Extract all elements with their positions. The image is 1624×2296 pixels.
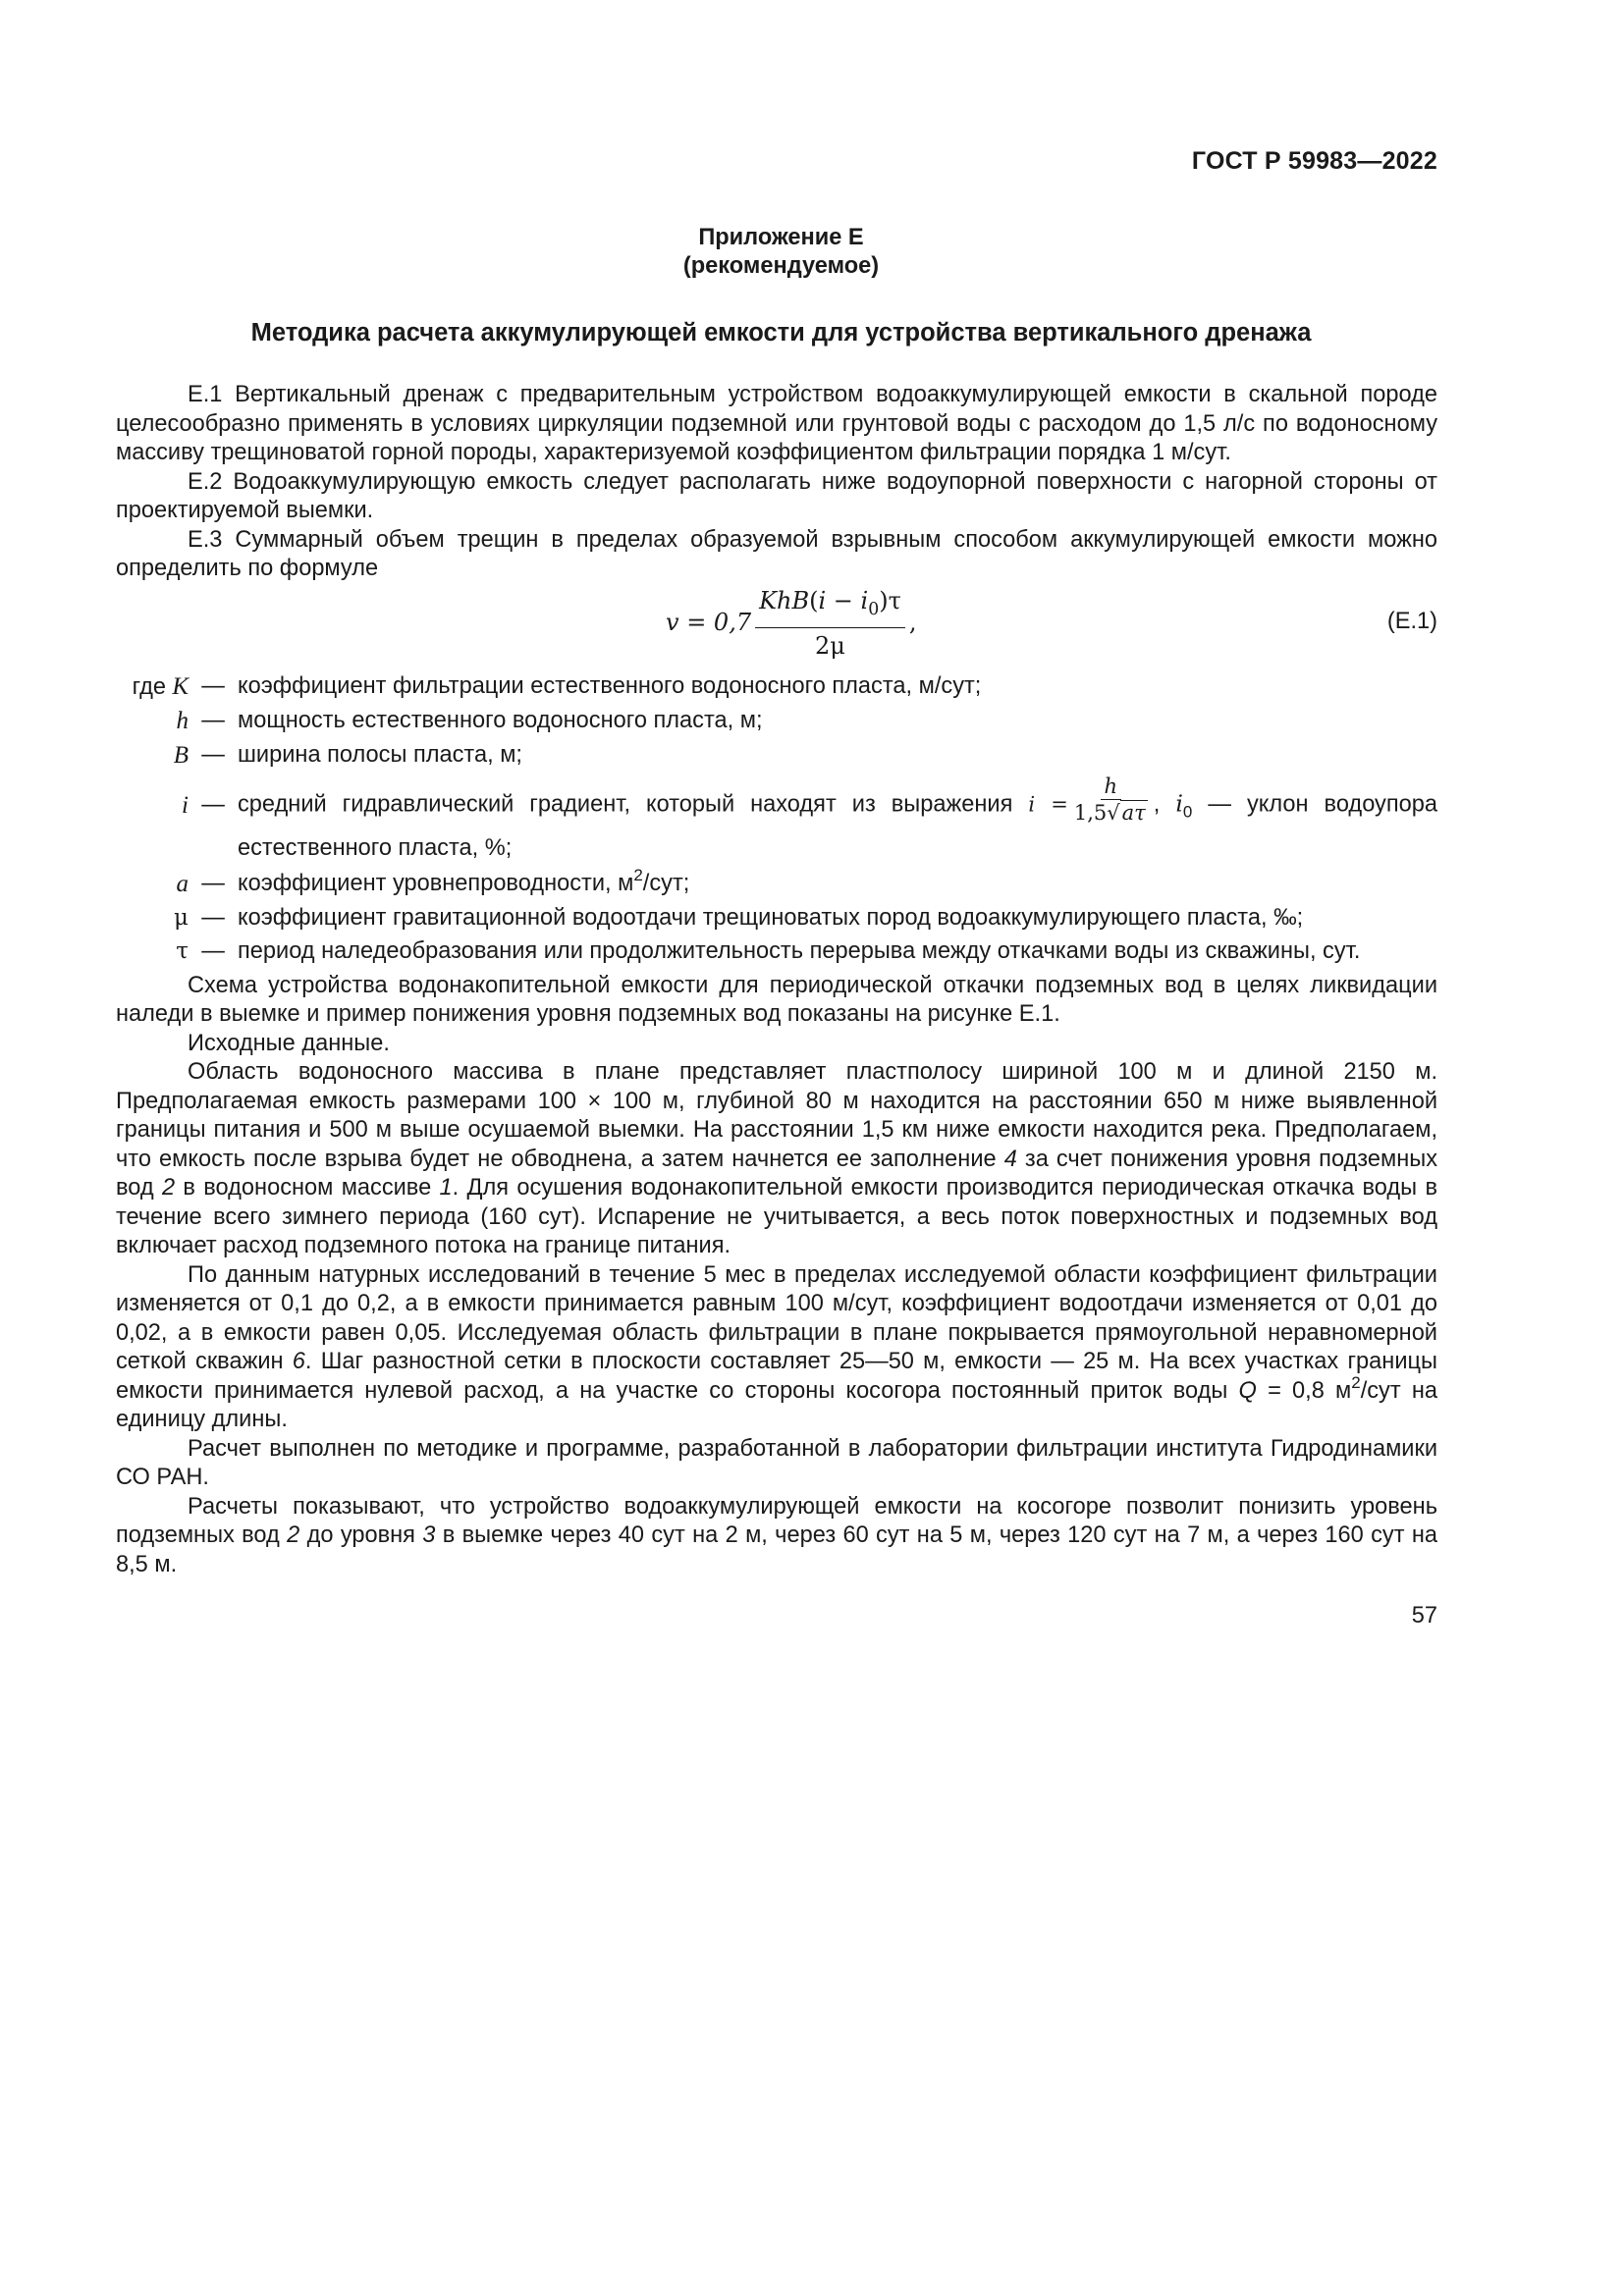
def-dash: —	[201, 672, 225, 699]
definition-i	[116, 774, 1437, 865]
formula-paren-open: (	[809, 586, 819, 614]
p3-text-b: за счет понижения уровня подземных вод	[116, 1146, 1437, 1201]
p4-symbol-q: Q	[1238, 1377, 1257, 1404]
symbol-mu: μ	[174, 904, 189, 931]
paragraph-initial-data: Исходные данные.	[188, 1030, 390, 1056]
p4-text-d: /сут на единицу длины.	[116, 1377, 1437, 1432]
appendix-title: Приложение Е	[698, 225, 864, 250]
definition-mu-text: коэффициент гравитационной водоотдачи трещиноватых пород водоаккумулирующего пласта, ‰;	[238, 904, 1304, 931]
gradient-expr-lhs: i =	[1028, 792, 1068, 817]
p6-text-a: Расчеты показывают, что устройство водоаккумулирующей емкости на косогоре позволит понизить уровень подземных вод	[116, 1493, 1437, 1548]
page-number: 57	[1411, 1603, 1437, 1629]
def-dash: —	[201, 741, 225, 768]
formula-e1	[116, 586, 1437, 665]
paragraph-method: Расчет выполнен по методике и программе, разработанной в лаборатории фильтрации института Гидродинамики СО РАН.	[116, 1435, 1437, 1490]
symbol-b: B	[173, 741, 189, 769]
paragraph-area	[116, 1058, 1437, 1261]
paragraph-field-data	[116, 1261, 1437, 1435]
definition-tau	[116, 937, 1437, 967]
paragraph-e3: Е.3 Суммарный объем трещин в пределах образуемой взрывным способом аккумулирующей емкости можно определить по формуле	[116, 526, 1437, 581]
definition-a-text	[238, 865, 1437, 899]
symbol-h: h	[176, 708, 189, 734]
paragraph-e2: Е.2 Водоаккумулирующую емкость следует располагать ниже водоупорной поверхности с нагорной стороны от проектируемой выемки.	[116, 468, 1437, 523]
definition-h-text: мощность естественного водоносного пласта, м;	[238, 708, 763, 733]
definition-a-text-pre: коэффициент уровнепроводности, м	[238, 871, 634, 896]
paragraph-scheme: Схема устройства водонакопительной емкости для периодической откачки подземных вод в целях ликвидации наледи в выемке и пример понижения уровня подземных вод показаны на рисунке Е.1.	[116, 972, 1437, 1027]
p3-text-c: в водоносном массиве	[175, 1175, 440, 1201]
gradient-denominator: 1,5√aτ	[1073, 801, 1146, 825]
definition-b-text: ширина полосы пласта, м;	[238, 741, 522, 768]
gradient-fraction	[1074, 774, 1148, 826]
p3-text-a: Область водоносного массива в плане представляет пластполосу шириной 100 м и длиной 2150 м. Предполагаемая емкость размерами 100 × 100 м, глубиной 80 м находится на расстоянии 650 м ниже выявленной границы питания и 500 м выше осушаемой выемки. На расстоянии 1,5 км ниже емкости находится река. Предполагаем, что емкость после взрыва будет не обводнена, а затем начнется ее заполнение	[116, 1059, 1437, 1172]
p6-text-c: в выемке через 40 сут на 2 м, через 60 сут на 5 м, через 120 сут на 7 м, а через 160 сут на 8,5 м.	[116, 1522, 1437, 1577]
formula-num-khb: KhB	[759, 586, 810, 614]
formula-tail: ,	[908, 608, 917, 636]
formula-fraction	[755, 586, 905, 661]
document-title: Методика расчета аккумулирующей емкости для устройства вертикального дренажа	[250, 319, 1312, 347]
definition-mu	[116, 904, 1437, 934]
gradient-numerator: h	[1101, 774, 1122, 800]
gradient-den-sqrt: aτ	[1121, 801, 1146, 825]
formula-num-i: i − i	[818, 586, 869, 614]
def-dash: —	[201, 904, 225, 931]
appendix-heading	[0, 224, 1562, 281]
formula-numerator	[755, 586, 905, 628]
formula-num-sub: 0	[868, 599, 880, 619]
p4-text-a: По данным натурных исследований в течение 5 мес в пределах исследуемой области коэффициент фильтрации изменяется от 0,1 до 0,2, а в емкости принимается равным 100 м/сут, коэффициент водоотдачи изменяется от 0,01 до 0,02, а в емкости равен 0,05. Исследуемая область фильтрации в плане покрывается прямоугольной неравномерной сеткой скважин	[116, 1261, 1437, 1374]
definition-h	[116, 707, 1437, 736]
def-dash: —	[1208, 791, 1231, 818]
symbol-k: K	[172, 672, 189, 700]
definition-k-text: коэффициент фильтрации естественного водоносного пласта, м/сут;	[238, 672, 982, 699]
gradient-comma: ,	[1153, 791, 1161, 818]
definition-a-text-post: /сут;	[642, 871, 690, 896]
p6-ref-3: 3	[422, 1522, 436, 1548]
definition-k	[116, 672, 1437, 703]
formula-lhs: v = 0,7	[666, 608, 752, 636]
def-dash: —	[201, 938, 225, 964]
p4-sup: 2	[1351, 1372, 1361, 1392]
def-dash: —	[201, 708, 225, 733]
p3-ref-1: 1	[439, 1175, 453, 1201]
paragraph-e1: Е.1 Вертикальный дренаж с предварительным устройством водоаккумулирующей емкости в скальной породе целесообразно применять в условиях циркуляции подземной или грунтовой воды с расходом до 1,5 л/с по водоносному массиву трещиноватой горной породы, характеризуемой коэффициентом фильтрации порядка 1 м/сут.	[116, 382, 1437, 465]
symbol-a: a	[176, 871, 189, 897]
p4-ref-6: 6	[292, 1349, 305, 1374]
p4-text-b: . Шаг разностной сетки в плоскости составляет 25—50 м, емкости — 25 м. На всех участках границы емкости принимается нулевой расход, а на участке со стороны косогора постоянный приток воды	[116, 1349, 1437, 1404]
definition-a	[116, 865, 1437, 899]
symbol-i0: i	[1175, 789, 1183, 818]
def-dash: —	[201, 871, 225, 896]
formula-paren-close: )τ	[879, 586, 901, 614]
p3-ref-4: 4	[1003, 1146, 1017, 1172]
definition-a-sup: 2	[633, 865, 643, 884]
standard-designation: ГОСТ Р 59983—2022	[1191, 147, 1437, 175]
symbol-tau: τ	[176, 938, 189, 964]
symbol-i0-sub: 0	[1182, 802, 1193, 822]
p3-ref-2: 2	[161, 1175, 176, 1201]
definition-tau-text: период наледеобразования или продолжительность перерыва между откачками воды из скважины, сут.	[238, 938, 1361, 964]
symbol-i: i	[182, 792, 189, 819]
definition-i-text-before: средний гидравлический градиент, который находят из выражения	[238, 791, 1013, 818]
formula-number: (Е.1)	[1386, 608, 1437, 634]
p6-text-b: до уровня	[299, 1522, 423, 1548]
p3-text-d: . Для осушения водонакопительной емкости производится периодическая откачка воды в течение всего зимнего периода (160 сут). Испарение не учитывается, а весь поток поверхностных и подземных вод включает расход подземного потока на границе питания.	[116, 1175, 1437, 1258]
gradient-den-coef: 1,5	[1073, 801, 1108, 825]
definition-b	[116, 741, 1437, 771]
p6-ref-2: 2	[287, 1522, 300, 1548]
definitions-list	[116, 672, 1437, 967]
definition-i-text-after: уклон водоупора естественного пласта, %;	[238, 791, 1437, 861]
appendix-status: (рекомендуемое)	[682, 253, 880, 279]
definition-i-text	[238, 774, 1437, 865]
formula-expression	[666, 586, 917, 661]
def-dash: —	[201, 792, 225, 818]
formula-denominator: 2μ	[815, 631, 845, 660]
p4-text-c: = 0,8 м	[1256, 1377, 1352, 1404]
paragraph-results	[116, 1493, 1437, 1580]
where-word: где	[132, 673, 167, 700]
main-text	[116, 381, 1437, 1579]
